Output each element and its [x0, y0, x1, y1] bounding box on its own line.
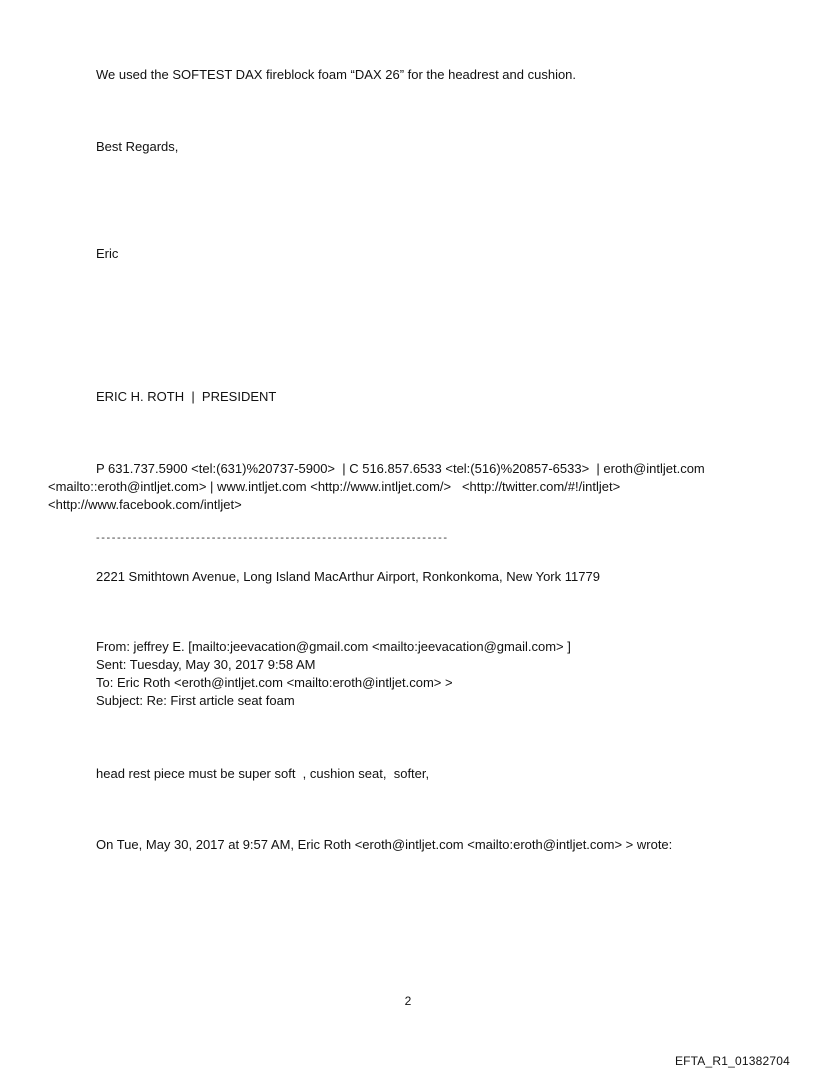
quoted-subject: Subject: Re: First article seat foam	[96, 693, 295, 708]
quoted-sent: Sent: Tuesday, May 30, 2017 9:58 AM	[96, 657, 316, 672]
quoted-to: To: Eric Roth <eroth@intljet.com <mailto:eroth@intljet.com> >	[96, 675, 453, 690]
earlier-message-attribution: On Tue, May 30, 2017 at 9:57 AM, Eric Roth <eroth@intljet.com <mailto:eroth@intljet.com> > wrote:	[96, 837, 673, 852]
signature-address: 2221 Smithtown Avenue, Long Island MacArthur Airport, Ronkonkoma, New York 11779	[96, 569, 600, 584]
signature-separator: -------------------------------------------------------------------	[96, 532, 449, 544]
signature-contact-block	[48, 460, 768, 514]
signature-contact-line-2: <mailto::eroth@intljet.com> | www.intljet.com <http://www.intljet.com/> <http://twitter.com/#!/intljet>	[48, 479, 621, 494]
signature-contact-line-1: P 631.737.5900 <tel:(631)%20737-5900> | C 516.857.6533 <tel:(516)%20857-6533> | eroth@intljet.com	[96, 461, 705, 476]
quoted-body-text: head rest piece must be super soft , cushion seat, softer,	[96, 766, 430, 781]
document-id: EFTA_R1_01382704	[674, 1054, 790, 1068]
closing-text: Best Regards,	[96, 139, 179, 154]
body-text-line: We used the SOFTEST DAX fireblock foam “DAX 26” for the headrest and cushion.	[96, 67, 577, 82]
signature-title: ERIC H. ROTH | PRESIDENT	[96, 389, 277, 404]
quoted-from: From: jeffrey E. [mailto:jeevacation@gmail.com <mailto:jeevacation@gmail.com> ]	[96, 639, 571, 654]
page-number: 2	[404, 994, 412, 1008]
signature-name: Eric	[96, 246, 119, 261]
signature-contact-line-3: <http://www.facebook.com/intljet>	[48, 497, 242, 512]
